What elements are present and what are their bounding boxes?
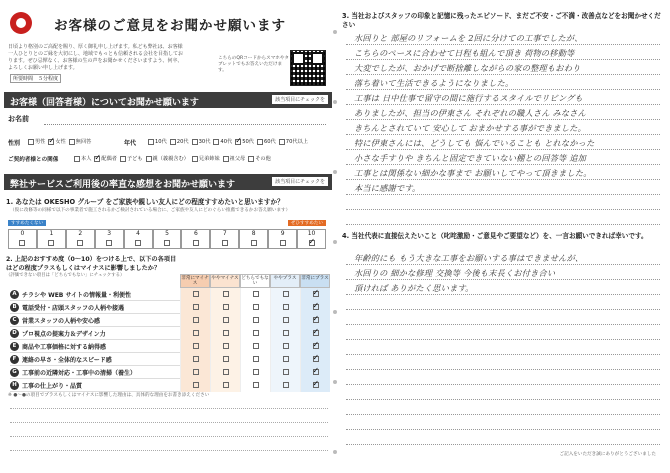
checkbox[interactable] (223, 317, 229, 323)
intro-text: 日頃より格別のご高配を賜り、厚く御礼申し上げます。私ども弊社は、お客様一人ひとりとのご縁を大切にし、地域でもっとも信頼される会社を目指しております。ぜひ忌憚なく、お客様の生の声をお聞かせくださいますよう、何卒、よろしくお願い申し上げます。 (8, 44, 184, 71)
company-logo (10, 12, 32, 34)
checkbox[interactable] (283, 304, 289, 310)
binder-hole (333, 450, 337, 454)
rating-row (180, 314, 330, 327)
check-hint: 該当項目にチェックを (272, 95, 328, 104)
handwritten-line: 本当に感謝です。 (354, 183, 421, 193)
binder-hole (333, 30, 337, 34)
ruled-line (346, 399, 660, 400)
reason-line[interactable] (10, 422, 328, 423)
rating-headers (180, 274, 330, 288)
binder-hole (333, 100, 337, 104)
checkbox[interactable] (283, 356, 289, 362)
checkbox[interactable] (223, 356, 229, 362)
binder-hole (333, 240, 337, 244)
handwritten-line: こちらのペースに合わせて日程も組んで頂き 荷物の移動等 (354, 48, 575, 58)
question-4: 4. 当社代表に直接伝えたいこと（叱咤激励・ご意見やご要望など）を、一言お願いできれば幸いです。 (342, 232, 648, 240)
scale-cells (8, 229, 326, 249)
scale-option[interactable]: 10 ✓ (297, 229, 326, 249)
handwritten-line: 水回りの 細かな修理 交換等 今後も末長くお付き合い (354, 268, 556, 278)
rating-item: D プロ視点の提案力＆デザイン力 (10, 327, 180, 340)
ruled-line (346, 104, 660, 105)
scale-option[interactable]: 0 (8, 229, 37, 249)
handwritten-line: 水回りと 部屋のリフォームを 2回に分けての工事でしたが、 (354, 33, 583, 43)
handwritten-line: 大変でしたが、おかげで断捨離しながらの家の整理もおわり (354, 63, 581, 73)
rating-cell[interactable] (240, 353, 270, 366)
ruled-line (346, 74, 660, 75)
rating-cell[interactable] (210, 379, 240, 392)
age-option[interactable]: 70代以上 (279, 138, 308, 145)
ruled-line (346, 309, 660, 310)
ruled-line (346, 134, 660, 135)
age-option[interactable]: 60代 (257, 138, 276, 145)
checkbox[interactable] (193, 304, 199, 310)
rating-cell[interactable] (300, 366, 330, 379)
checkbox[interactable] (253, 343, 259, 349)
check-hint: 該当項目にチェックを (272, 177, 328, 186)
gender-options (28, 138, 91, 145)
rating-cell[interactable] (300, 327, 330, 340)
rating-cell[interactable] (240, 301, 270, 314)
rating-item: G 工事前の近隣対応・工事中の清掃（養生） (10, 366, 180, 379)
recommend-scale (8, 220, 326, 250)
checkbox[interactable] (283, 369, 289, 375)
scale-option[interactable]: 7 (210, 229, 239, 249)
rating-cell[interactable] (210, 288, 240, 301)
age-option[interactable]: 20代 (170, 138, 189, 145)
scale-option[interactable]: 1 (37, 229, 66, 249)
scale-option[interactable]: 3 (95, 229, 124, 249)
reason-note: ※ ●〜●の項目でプラスもしくはマイナスに影響した理由は、具体的な理由をお書き添えください (8, 393, 210, 398)
ruled-line (346, 444, 660, 445)
checkbox[interactable] (253, 291, 259, 297)
rating-grid (180, 288, 330, 392)
reason-line[interactable] (10, 450, 328, 451)
scale-option[interactable]: 6 (181, 229, 210, 249)
reason-line[interactable] (10, 436, 328, 437)
rating-cell[interactable] (180, 327, 210, 340)
checkbox[interactable] (313, 369, 319, 375)
rating-cell[interactable] (270, 314, 300, 327)
rating-row (180, 340, 330, 353)
checkbox[interactable] (193, 291, 199, 297)
qr-code-icon[interactable] (290, 50, 326, 86)
rating-cell[interactable] (210, 353, 240, 366)
checkbox[interactable] (283, 317, 289, 323)
checkbox[interactable] (193, 317, 199, 323)
rating-cell[interactable] (300, 314, 330, 327)
checkbox[interactable] (223, 369, 229, 375)
question-2-note: （評価できない項目は「どちらでもない」にチェックする） (6, 273, 125, 278)
name-field[interactable] (44, 124, 326, 125)
ruled-line (346, 264, 660, 265)
checkbox[interactable] (313, 382, 319, 388)
rating-cell[interactable] (300, 340, 330, 353)
checkbox[interactable] (313, 330, 319, 336)
handwritten-line: 年齢的にも もう大きな工事をお願いする事はできませんが、 (354, 253, 584, 263)
scale-option[interactable]: 2 (66, 229, 95, 249)
ruled-line (346, 324, 660, 325)
handwritten-line: きちんとされていて 安心して おまかせする事ができました。 (354, 123, 587, 133)
question-3: 3. 当社およびスタッフの印象と記憶に残ったエピソード、まだご不安・ご不満・改善点などをお聞かせください (342, 12, 661, 29)
rating-cell[interactable] (270, 327, 300, 340)
binder-hole (333, 310, 337, 314)
ruled-line (346, 384, 660, 385)
rating-cell[interactable] (240, 314, 270, 327)
checkbox[interactable] (223, 330, 229, 336)
section-respondent-bar (4, 92, 332, 108)
section-feedback-bar (4, 174, 332, 190)
qr-instructions: こちらのQRコードからスマホやタブレットでもお答えいただけます。 (218, 56, 290, 73)
checkbox[interactable] (193, 382, 199, 388)
rating-items (10, 288, 180, 392)
rating-cell[interactable] (240, 379, 270, 392)
binder-hole (333, 170, 337, 174)
checkbox[interactable] (223, 304, 229, 310)
handwritten-line: 落ち着いて生活できるようになりました。 (354, 78, 514, 88)
ruled-line (346, 209, 660, 210)
handwritten-line: 特に伊東さんには、どうしても 悩んでいることも とれなかった (354, 138, 595, 148)
gender-option[interactable]: ✓ 女性 (48, 138, 65, 145)
age-options (148, 138, 308, 145)
rating-cell[interactable] (270, 353, 300, 366)
checkbox[interactable] (193, 369, 199, 375)
scale-option[interactable]: 5 (153, 229, 182, 249)
rating-cell[interactable] (180, 379, 210, 392)
family-option[interactable]: 子ども (120, 155, 143, 162)
family-option[interactable]: 本人 (74, 155, 91, 162)
handwritten-line: 頂ければ ありがたく思います。 (354, 283, 474, 293)
rating-cell[interactable] (300, 288, 330, 301)
scale-high-label: ぜひすすめたい (288, 220, 326, 226)
rating-cell[interactable] (270, 301, 300, 314)
gender-option[interactable]: 無回答 (69, 138, 92, 145)
checkbox[interactable] (253, 369, 259, 375)
checkbox[interactable] (223, 343, 229, 349)
rating-cell[interactable] (210, 301, 240, 314)
rating-cell[interactable] (240, 366, 270, 379)
scale-option[interactable]: 8 (239, 229, 268, 249)
rating-cell[interactable] (240, 327, 270, 340)
ruled-line (346, 414, 660, 415)
scale-option[interactable]: 9 (268, 229, 297, 249)
rating-item: B 電話受付・店頭スタッフの人柄や接遇 (10, 301, 180, 314)
family-option[interactable]: 兄弟姉妹 (192, 155, 220, 162)
rating-cell[interactable] (300, 353, 330, 366)
time-label: 所要時間 ５分程度 (10, 74, 61, 83)
checkbox[interactable] (253, 317, 259, 323)
age-option[interactable]: 40代 (213, 138, 232, 145)
rating-cell[interactable] (270, 288, 300, 301)
reason-line[interactable] (10, 408, 328, 409)
checkbox[interactable] (283, 382, 289, 388)
rating-header: 非常にマイナス (181, 276, 209, 286)
checkbox[interactable] (253, 356, 259, 362)
handwritten-line: 小さな手すりや きちんと固定できていない棚との回答等 追加 (354, 153, 587, 163)
rating-row (180, 366, 330, 379)
rating-row (180, 353, 330, 366)
age-option[interactable]: 10代 (148, 138, 167, 145)
rating-cell[interactable] (300, 301, 330, 314)
rating-header: ややプラス (270, 274, 300, 288)
section-feedback-title: 弊社サービスご利用後の率直な感想をお聞かせ願います (10, 180, 236, 190)
rating-header: どちらでもない (241, 276, 269, 286)
family-option[interactable]: ✓ 配偶者 (94, 155, 117, 162)
rating-header: ややマイナス (210, 274, 240, 288)
checkbox[interactable] (193, 356, 199, 362)
checkbox[interactable] (313, 343, 319, 349)
binder-hole (333, 380, 337, 384)
rating-item: E 商品や工事価格に対する納得感 (10, 340, 180, 353)
family-options (74, 155, 271, 162)
gender-option[interactable]: 男性 (28, 138, 45, 145)
family-option[interactable]: 祖父母 (223, 155, 246, 162)
question-2: 2. 上記のおすすめ度（0〜10）をつける上で、以下の各項目はどの程度プラスもしくはマイナスに影響しましたか？ （評価できない項目は「どちらでもない」にチェックする） (6, 255, 182, 279)
rating-cell[interactable] (180, 353, 210, 366)
checkbox[interactable] (253, 304, 259, 310)
thanks-note: ご記入をいただき誠にありがとうございました (559, 452, 656, 457)
scale-option[interactable]: 4 (124, 229, 153, 249)
checkbox[interactable] (313, 291, 319, 297)
checkbox[interactable] (253, 382, 259, 388)
ruled-line (346, 164, 660, 165)
ruled-line (346, 149, 660, 150)
ruled-line (346, 429, 660, 430)
checkbox[interactable] (283, 330, 289, 336)
question-1-note: （仮に改修等の同様で以下の事業者で施工されるかご検討されている場合に、ご家族や友人にどのぐらい推薦できるかお答え願います） (10, 208, 291, 213)
checkbox[interactable] (283, 291, 289, 297)
ruled-line (346, 179, 660, 180)
rating-header: 非常にプラス (300, 274, 330, 288)
ruled-line (346, 279, 660, 280)
right-page (338, 4, 666, 469)
checkbox[interactable] (283, 343, 289, 349)
rating-cell[interactable] (270, 340, 300, 353)
checkbox[interactable] (313, 356, 319, 362)
checkbox[interactable] (223, 382, 229, 388)
left-page (4, 4, 332, 469)
ruled-line (346, 89, 660, 90)
handwritten-line: 工事は 日中仕事で留守の間に施行するスタイルでリビングも (354, 93, 583, 103)
name-label: お名前 (8, 115, 29, 123)
checkbox[interactable] (223, 291, 229, 297)
rating-row (180, 379, 330, 392)
family-label: ご契約者様との関係 (8, 157, 59, 163)
rating-cell[interactable] (210, 314, 240, 327)
ruled-line (346, 339, 660, 340)
page-title: お客様のご意見をお聞かせ願います (54, 18, 286, 34)
ruled-line (346, 224, 660, 225)
rating-row (180, 301, 330, 314)
ruled-line (346, 119, 660, 120)
rating-cell[interactable] (180, 288, 210, 301)
rating-cell[interactable] (210, 366, 240, 379)
family-option[interactable]: 親（義親含む） (146, 155, 189, 162)
checkbox[interactable] (193, 343, 199, 349)
age-option[interactable]: ✓ 50代 (235, 138, 254, 145)
gender-label: 性別 (8, 140, 21, 147)
ruled-line (346, 354, 660, 355)
rating-cell[interactable] (180, 340, 210, 353)
rating-item: C 営業スタッフの人柄や安心感 (10, 314, 180, 327)
rating-cell[interactable] (210, 327, 240, 340)
age-label: 年代 (124, 140, 137, 147)
rating-item: H 工事の仕上がり・品質 (10, 379, 180, 392)
rating-cell[interactable] (180, 314, 210, 327)
question-1: 1. あなたは OKESHO グループ をご家族や親しい友人にどの程度すすめたいと思いますか？ (6, 198, 284, 206)
family-option[interactable]: その他 (248, 155, 271, 162)
checkbox[interactable] (313, 317, 319, 323)
handwritten-line: 工事とは関係ない細かな事まで お願いしてやって頂きました。 (354, 168, 592, 178)
rating-row (180, 327, 330, 340)
checkbox[interactable] (193, 330, 199, 336)
rating-cell[interactable] (240, 340, 270, 353)
checkbox[interactable] (313, 304, 319, 310)
ruled-line (346, 294, 660, 295)
ruled-line (346, 194, 660, 195)
age-option[interactable]: 30代 (192, 138, 211, 145)
rating-cell[interactable] (270, 379, 300, 392)
rating-cell[interactable] (210, 340, 240, 353)
rating-cell[interactable] (180, 366, 210, 379)
ruled-line (346, 369, 660, 370)
rating-item: A チラシや WEB サイトの情報量・利便性 (10, 288, 180, 301)
section-respondent-title: お客様（回答者様）についてお聞かせ願います (10, 98, 199, 108)
rating-cell[interactable] (240, 288, 270, 301)
ruled-line (346, 59, 660, 60)
rating-cell[interactable] (300, 379, 330, 392)
rating-cell[interactable] (180, 301, 210, 314)
scale-low-label: すすめたくない (8, 220, 46, 226)
rating-item: F 連絡の早さ・全体的なスピード感 (10, 353, 180, 366)
rating-cell[interactable] (270, 366, 300, 379)
rating-row (180, 288, 330, 301)
ruled-line (346, 44, 660, 45)
handwritten-line: ありましたが、担当の伊東さん それぞれの職人さん みなさん (354, 108, 587, 118)
checkbox[interactable] (253, 330, 259, 336)
